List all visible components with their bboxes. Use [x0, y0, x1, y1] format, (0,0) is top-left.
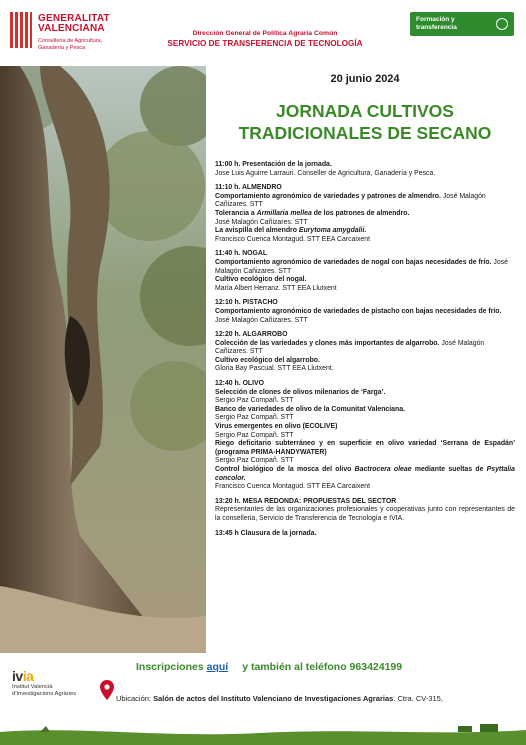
org-name-line1: GENERALITAT — [38, 13, 110, 24]
block-pistacho — [215, 299, 515, 325]
inscr-link[interactable]: aquí — [206, 661, 229, 673]
talk-item — [215, 276, 515, 293]
talk-title: Comportamiento agronómico de variedades y patrones de almendro. — [215, 192, 441, 200]
speaker: Francisco Cuenca Montagud. STT EEA Carcaixent — [215, 483, 370, 491]
talk-item — [215, 466, 515, 492]
block-head: 13:20 h. MESA REDONDA: PROPUESTAS DEL SECTOR — [215, 497, 397, 505]
senyera-icon — [10, 12, 32, 48]
formacion-badge — [410, 12, 514, 36]
speaker: José Malagón Cañizares. STT — [215, 316, 308, 324]
talk-item — [215, 259, 515, 276]
block-text: Representantes de las organizaciones profesionales y cooperativas junto con representantes de la conselleria, Servicio de Transferencia de Tecnología e IVIA. — [215, 506, 515, 522]
block-nogal — [215, 250, 515, 293]
talk-title: Cultivo ecológico del algarrobo. — [215, 356, 320, 364]
talk-title: Colección de las variedades y clones más importantes de algarrobo. — [215, 339, 440, 347]
location: Ubicación: Salón de actos del Instituto Valenciano de Investigaciones Agrarias. Ctra. CV-315, — [116, 694, 443, 703]
talk-title: Virus emergentes en olivo (ECOLIVE) — [215, 423, 338, 431]
talk-item — [215, 357, 515, 374]
talk-title: Comportamiento agronómico de variedades de nogal con bajas necesidades de frío. — [215, 258, 492, 266]
block-head: 11:00 h. Presentación de la jornada. — [215, 161, 332, 168]
badge-line2: transferencia — [416, 24, 457, 31]
block-head: 13:45 h Clausura de la jornada. — [215, 529, 317, 537]
speaker: Sergio Paz Compañ. STT — [215, 397, 294, 405]
talk-title: Riego deficitario subterráneo y en superficie en olivo variedad ‘Serrana de Espadán’ (programa PRIMA-HANDYWATER) — [215, 440, 515, 456]
block-mesa-redonda — [215, 498, 515, 524]
talk-item — [215, 423, 515, 440]
badge-line1: Formación y — [416, 16, 455, 23]
talk-title: La avispilla del almendro Eurytoma amygdalii. — [215, 227, 367, 235]
countryside-silhouette — [0, 718, 526, 745]
talk-item — [215, 406, 515, 423]
generalitat-logo — [10, 12, 130, 62]
talk-item — [215, 227, 515, 244]
block-opening — [215, 161, 515, 178]
talk-item — [215, 210, 515, 227]
inscr-label: Inscripciones — [136, 661, 207, 673]
talk-item — [215, 193, 515, 210]
speaker: José Malagón Cañizares. STT — [215, 218, 308, 226]
block-head: 11:10 h. ALMENDRO — [215, 184, 282, 192]
speaker: María Albert Herranz. STT EEA Llutxent — [215, 284, 337, 292]
talk-title: Comportamiento agronómico de variedades de pistacho con bajas necesidades de frío. — [215, 307, 502, 315]
talk-item — [215, 389, 515, 406]
event-date: 20 junio 2024 — [330, 73, 400, 85]
talk-item — [215, 440, 515, 466]
speaker: José Malagón Cañizares. STT — [215, 258, 508, 275]
inscr-phone: y también al teléfono 963424199 — [242, 661, 403, 673]
speaker: Sergio Paz Compañ. STT — [215, 457, 294, 465]
block-closing — [215, 530, 515, 539]
speaker: Sergio Paz Compañ. STT — [215, 414, 294, 422]
location-place: Salón de actos del Instituto Valenciano de Investigaciones Agrarias — [153, 694, 394, 703]
org-subtitle: Conselleria de Agricultura, Ganadería y Pesca — [38, 38, 103, 51]
location-pin-icon — [100, 680, 114, 700]
ivia-sub2: d’Investigacions Agràries — [12, 691, 77, 697]
header-center — [130, 30, 400, 48]
block-head: 12:20 h. ALGARROBO — [215, 331, 288, 339]
talk-title: Tolerancia a Armillaria mellea de los patrones de almendro. — [215, 209, 410, 217]
org-name-line2: VALENCIANA — [38, 23, 105, 34]
talk-title: Cultivo ecológico del nogal. — [215, 276, 307, 284]
block-algarrobo — [215, 331, 515, 374]
speaker: Francisco Cuenca Montagud. STT EEA Carcaixent — [215, 235, 370, 243]
apple-icon — [496, 18, 508, 30]
program — [215, 161, 515, 544]
talk-item — [215, 340, 515, 357]
speaker: Jose Luis Aguirre Larrauri. Conseller de Agricultura, Ganadería y Pesca. — [215, 169, 436, 177]
direction-name: Dirección General de Política Agraria Común — [192, 30, 338, 37]
speaker: Gloria Bay Pascual. STT EEA Llutxent. — [215, 365, 334, 373]
ivia-sub1: Institut Valencià — [12, 684, 53, 690]
block-olivo — [215, 380, 515, 492]
olive-tree-photo — [0, 66, 206, 653]
ivia-logo: ivia Institut Valencià d’Investigacions Agràries — [12, 668, 102, 698]
event-title — [215, 100, 515, 144]
service-name: SERVICIO DE TRANSFERENCIA DE TECNOLOGÍA — [167, 39, 363, 48]
talk-title: Banco de variedades de olivo de la Comunitat Valenciana. — [215, 405, 405, 413]
inscriptions — [136, 661, 402, 673]
title-line1: JORNADA CULTIVOS — [276, 101, 454, 121]
block-head: 11:40 h. NOGAL — [215, 250, 268, 258]
block-head: 12:40 h. OLIVO — [215, 380, 265, 388]
talk-item — [215, 308, 515, 325]
talk-title: Selección de clones de olivos milenarios de ‘Farga’. — [215, 388, 386, 396]
talk-title: Control biológico de la mosca del olivo Bactrocera oleae mediante sueltas de Psyttalia concolor. — [215, 466, 516, 482]
speaker: Sergio Paz Compañ. STT — [215, 431, 294, 439]
speaker: José Malagón Cañizares. STT — [215, 192, 486, 209]
block-almendro — [215, 184, 515, 244]
speaker: José Malagón Cañizares. STT — [215, 339, 485, 356]
block-head: 12:10 h. PISTACHO — [215, 299, 278, 307]
title-line2: TRADICIONALES DE SECANO — [238, 123, 492, 143]
